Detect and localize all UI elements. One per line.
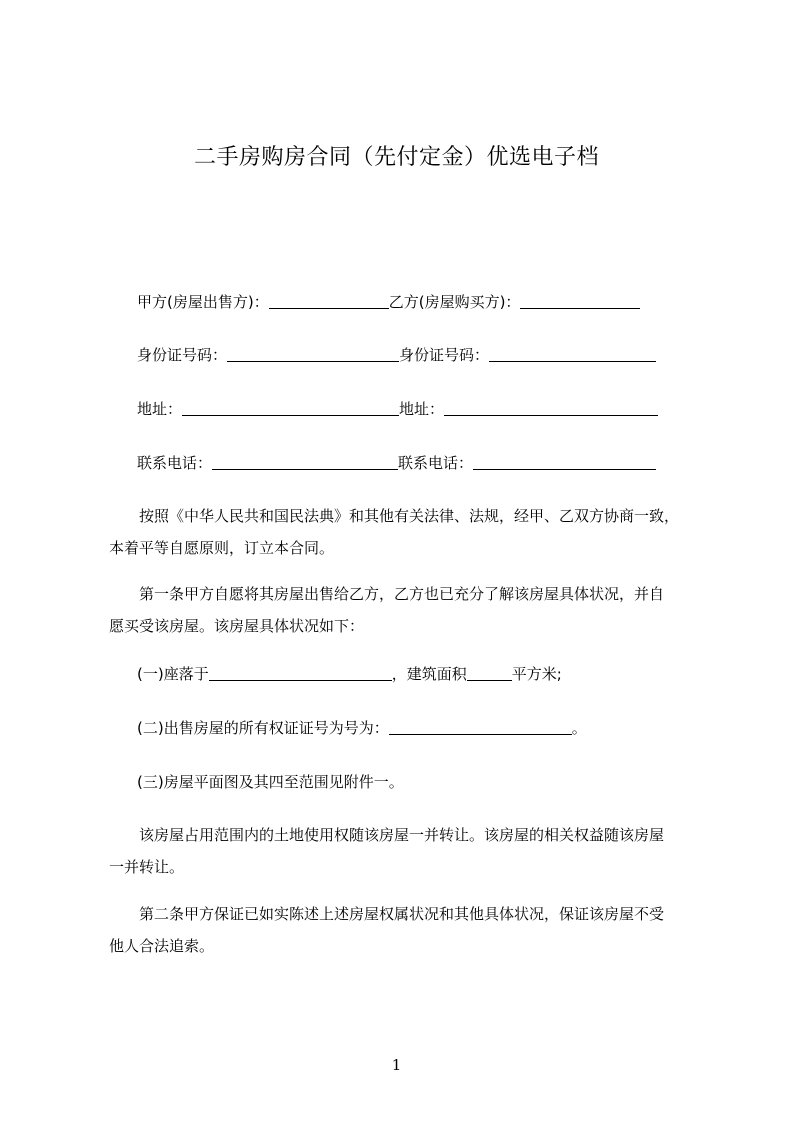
article-2-paragraph bbox=[109, 898, 701, 962]
item-1-location-row bbox=[137, 664, 707, 684]
article-2-line-2: 他人合法追索。 bbox=[109, 937, 215, 955]
party-address-row bbox=[137, 399, 707, 419]
buyer-phone-blank[interactable] bbox=[473, 454, 656, 470]
item-1-middle: ，建筑面积 bbox=[391, 665, 467, 683]
party-id-row bbox=[137, 345, 707, 365]
buyer-address-blank[interactable] bbox=[444, 400, 658, 416]
preamble-line-2: 本着平等自愿原则，订立本合同。 bbox=[109, 539, 335, 557]
page-number: 1 bbox=[391, 1056, 402, 1074]
seller-address-blank[interactable] bbox=[182, 400, 399, 416]
seller-phone-label: 联系电话： bbox=[137, 454, 213, 472]
party-phone-row bbox=[137, 453, 707, 473]
land-clause-line-1: 该房屋占用范围内的土地使用权随该房屋一并转让。该房屋的相关权益随该房屋 bbox=[139, 826, 665, 844]
item-2-prefix: (二)出售房屋的所有权证证号为号为： bbox=[137, 719, 389, 737]
buyer-phone-label: 联系电话： bbox=[398, 454, 474, 472]
item-3-floorplan-row: (三)房屋平面图及其四至范围见附件一。 bbox=[137, 773, 404, 791]
location-blank[interactable] bbox=[209, 665, 392, 681]
buyer-id-label: 身份证号码： bbox=[399, 346, 490, 364]
certificate-number-blank[interactable] bbox=[389, 719, 572, 735]
article-1-line-1: 第一条甲方自愿将其房屋出售给乙方，乙方也已充分了解该房屋具体状况，并自 bbox=[139, 585, 665, 603]
document-title: 二手房购房合同（先付定金）优选电子档 bbox=[193, 145, 599, 170]
seller-label: 甲方(房屋出售方)： bbox=[137, 293, 269, 311]
land-clause-line-2: 一并转让。 bbox=[109, 858, 185, 876]
article-1-paragraph bbox=[109, 578, 701, 642]
buyer-label: 乙方(房屋购买方)： bbox=[388, 293, 521, 311]
preamble-paragraph bbox=[109, 500, 701, 564]
area-blank[interactable] bbox=[467, 665, 512, 681]
seller-phone-blank[interactable] bbox=[212, 454, 398, 470]
buyer-address-label: 地址： bbox=[399, 400, 445, 418]
seller-id-label: 身份证号码： bbox=[137, 346, 228, 364]
buyer-id-blank[interactable] bbox=[489, 346, 656, 362]
preamble-line-1: 按照《中华人民共和国民法典》和其他有关法律、法规，经甲、乙双方协商一致， bbox=[139, 507, 680, 525]
buyer-name-blank[interactable] bbox=[520, 293, 640, 309]
item-1-prefix: (一)座落于 bbox=[137, 665, 209, 683]
land-clause-paragraph bbox=[109, 819, 701, 883]
article-2-line-1: 第二条甲方保证已如实陈述上述房屋权属状况和其他具体状况，保证该房屋不受 bbox=[139, 905, 665, 923]
seller-address-label: 地址： bbox=[137, 400, 183, 418]
item-1-suffix: 平方米; bbox=[511, 665, 562, 683]
seller-name-blank[interactable] bbox=[269, 293, 389, 309]
seller-id-blank[interactable] bbox=[227, 346, 399, 362]
party-seller-buyer-row bbox=[137, 292, 707, 312]
item-2-suffix: 。 bbox=[571, 719, 587, 737]
item-2-certificate-row bbox=[137, 718, 707, 738]
article-1-line-2: 愿买受该房屋。该房屋具体状况如下： bbox=[109, 617, 365, 635]
